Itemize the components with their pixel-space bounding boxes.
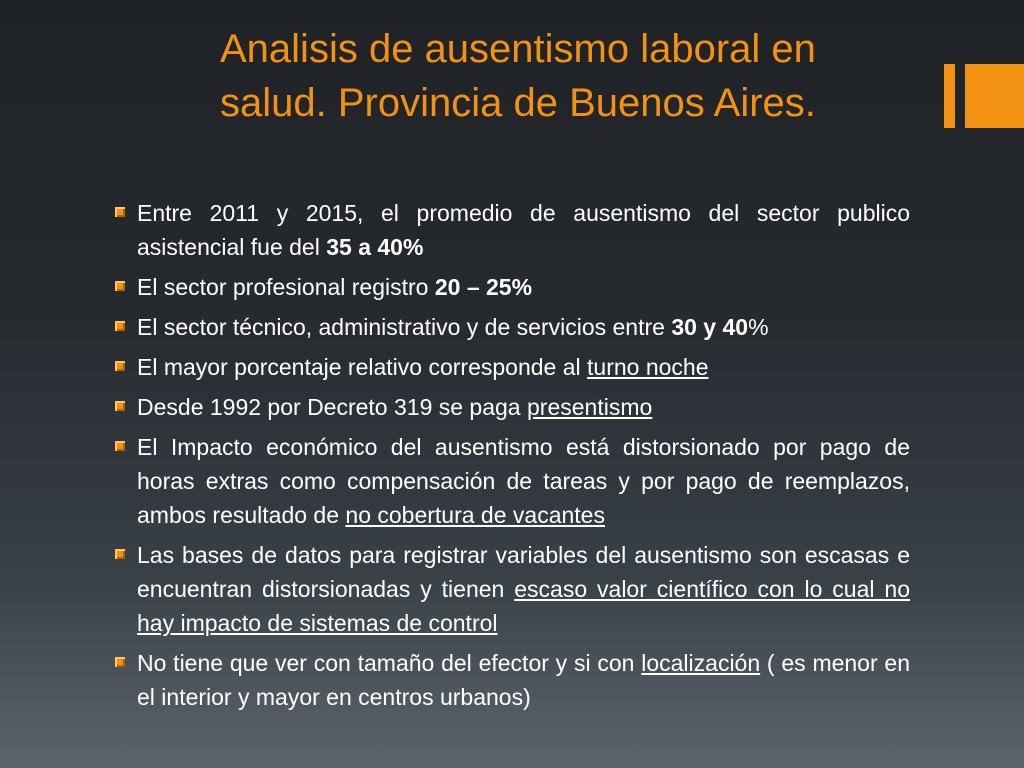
bullet-item bbox=[112, 196, 910, 264]
slide-title bbox=[220, 22, 920, 130]
title-accent-bar-thick bbox=[965, 64, 1024, 128]
bullet-square-icon bbox=[115, 207, 125, 217]
bullet-bold-value: 35 a 40% bbox=[326, 234, 424, 260]
bullet-bold-value: 20 – 25% bbox=[434, 274, 533, 300]
bullet-item bbox=[112, 310, 910, 344]
bullet-square-icon bbox=[115, 657, 125, 667]
bullet-underlined-text: localización bbox=[641, 650, 761, 676]
bullet-item bbox=[112, 646, 910, 714]
bullet-item bbox=[112, 430, 910, 532]
bullet-text: El sector técnico, administrativo y de servicios entre bbox=[137, 314, 672, 340]
bullet-square-icon bbox=[115, 441, 125, 451]
bullet-square-icon bbox=[115, 401, 125, 411]
bullet-square-icon bbox=[115, 361, 125, 371]
bullet-text-tail: ( es menor en el interior y mayor en centros urbanos) bbox=[137, 650, 911, 710]
bullet-item bbox=[112, 538, 910, 640]
bullet-underlined-text: escaso valor científico con lo cual no hay impacto de sistemas de control bbox=[137, 576, 910, 636]
bullet-underlined-text: presentismo bbox=[527, 394, 653, 420]
title-accent-bar-thin bbox=[944, 64, 955, 128]
bullet-item bbox=[112, 390, 910, 424]
bullet-item bbox=[112, 350, 910, 384]
bullet-underlined-text: turno noche bbox=[587, 354, 709, 380]
bullet-text: Las bases de datos para registrar variables del ausentismo son escasas e encuentran distorsionadas y tienen bbox=[137, 542, 910, 602]
bullet-square-icon bbox=[115, 549, 125, 559]
bullet-text-tail: % bbox=[748, 314, 769, 340]
slide-title-line-2: salud. Provincia de Buenos Aires. bbox=[220, 81, 816, 125]
bullet-text: El Impacto económico del ausentismo está distorsionado por pago de horas extras como compensación de tareas y por pago de reemplazos, ambos resultado de bbox=[137, 434, 910, 528]
bullet-text: Entre 2011 y 2015, el promedio de ausentismo del sector publico asistencial fue del bbox=[137, 200, 910, 260]
bullet-list bbox=[112, 196, 910, 720]
bullet-square-icon bbox=[115, 321, 125, 331]
slide-title-line-1: Analisis de ausentismo laboral en bbox=[220, 27, 816, 71]
bullet-text: No tiene que ver con tamaño del efector y si con bbox=[137, 650, 642, 676]
bullet-bold-value: 30 y 40 bbox=[671, 314, 749, 340]
bullet-underlined-text: no cobertura de vacantes bbox=[345, 502, 605, 528]
bullet-square-icon bbox=[115, 281, 125, 291]
bullet-text: El sector profesional registro bbox=[137, 274, 435, 300]
bullet-text: El mayor porcentaje relativo corresponde al bbox=[137, 354, 588, 380]
bullet-item bbox=[112, 270, 910, 304]
bullet-text: Desde 1992 por Decreto 319 se paga bbox=[137, 394, 527, 420]
